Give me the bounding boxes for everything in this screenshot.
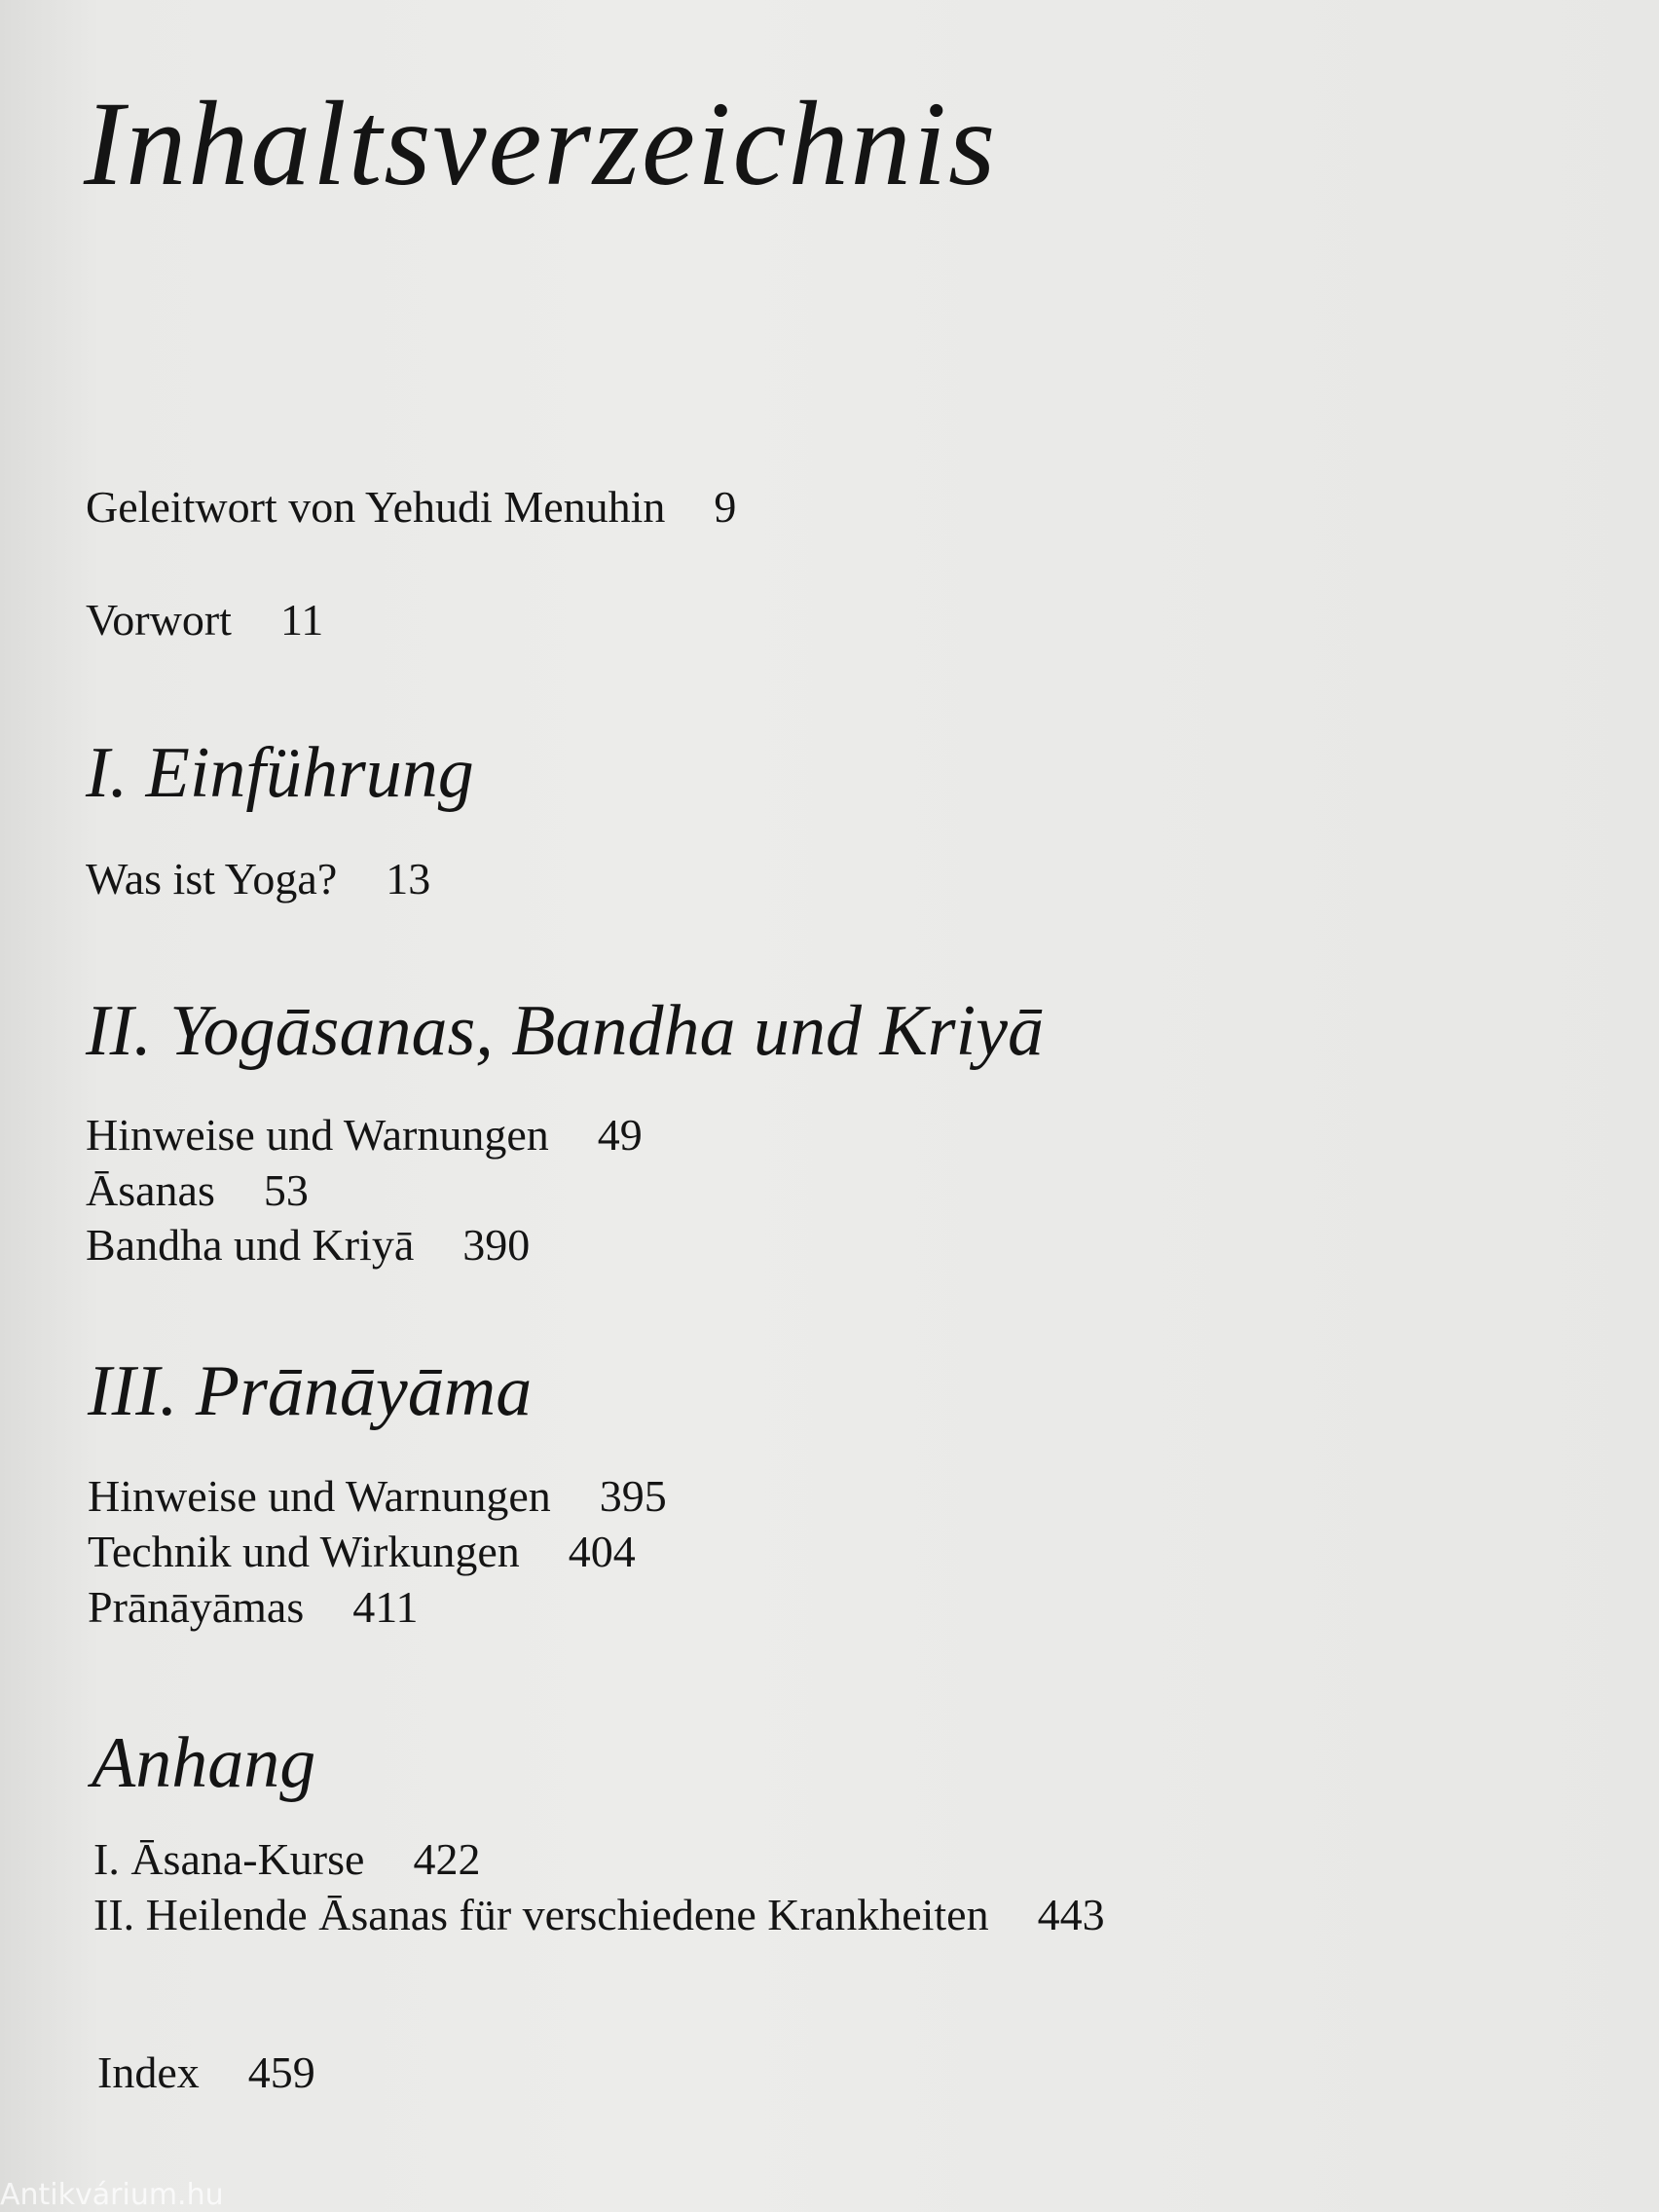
toc-entry [86,1110,643,1160]
toc-entry-page: 9 [714,482,737,532]
toc-entry-page: 422 [413,1834,481,1884]
toc-entry-page: 459 [247,2047,315,2097]
toc-entry [86,1165,309,1215]
toc-entry [86,854,431,903]
toc-entry-label: I. Āsana-Kurse [93,1834,365,1884]
toc-entry-foreword [86,482,737,532]
toc-entry-label: Hinweise und Warnungen [88,1471,551,1521]
toc-entry-page: 53 [263,1165,309,1215]
toc-entry-label: Index [97,2047,200,2097]
toc-entry-page: 395 [599,1471,667,1521]
toc-entry-page: 11 [279,595,324,645]
toc-entry [88,1582,419,1632]
toc-entry-label: Hinweise und Warnungen [86,1110,549,1160]
toc-entry-label: Was ist Yoga? [86,854,338,903]
toc-entry [93,1834,481,1884]
toc-entry-label: Technik und Wirkungen [88,1527,520,1576]
toc-entry-label: Bandha und Kriyā [86,1220,415,1270]
toc-entry-page: 49 [597,1110,643,1160]
section-heading-appendix: Anhang [92,1723,316,1803]
toc-entry-page: 404 [568,1527,636,1576]
toc-entry-label: Geleitwort von Yehudi Menuhin [86,482,666,532]
toc-entry-page: 443 [1037,1890,1105,1939]
section-heading-yogasanas: II. Yogāsanas, Bandha und Kriyā [86,991,1045,1071]
toc-entry [88,1471,667,1521]
toc-entry-page: 411 [352,1582,419,1632]
page-title: Inhaltsverzeichnis [84,77,998,210]
toc-entry-label: Prānāyāmas [88,1582,305,1632]
toc-entry [93,1890,1105,1939]
toc-entry [86,1220,531,1270]
section-heading-introduction: I. Einführung [86,733,474,813]
toc-entry-page: 13 [386,854,431,903]
toc-entry-label: Vorwort [86,595,232,645]
section-heading-pranayama: III. Prānāyāma [88,1351,533,1431]
toc-entry-label: Āsanas [86,1165,215,1215]
toc-entry-label: II. Heilende Āsanas für verschiedene Krankheiten [93,1890,989,1939]
toc-entry [88,1527,636,1576]
toc-entry-page: 390 [462,1220,531,1270]
watermark: Antikvárium.hu [0,2178,224,2212]
toc-entry-preface [86,595,324,645]
toc-entry-index [97,2047,315,2097]
